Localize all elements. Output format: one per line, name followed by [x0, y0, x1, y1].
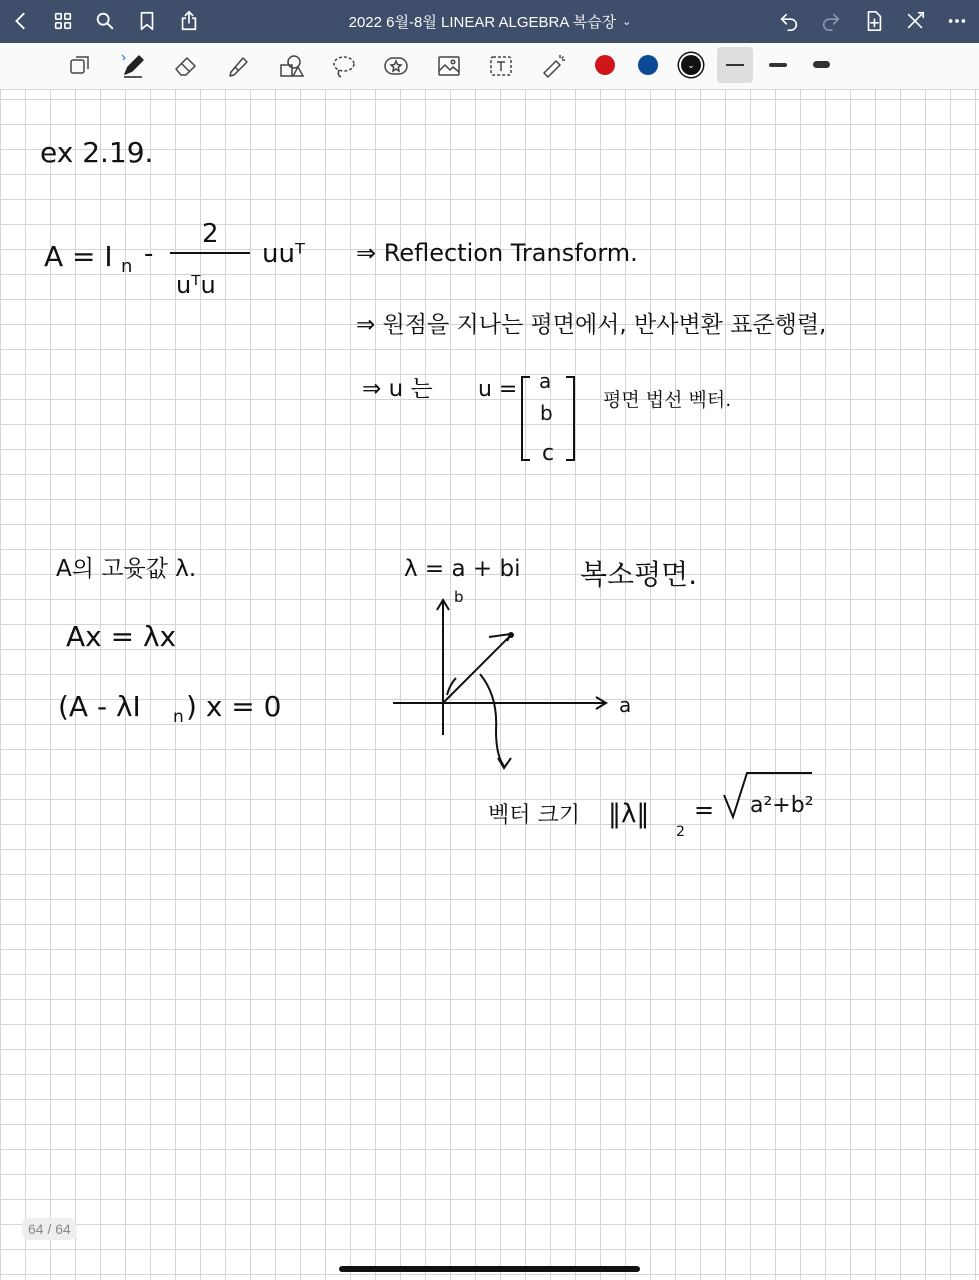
- top-navigation-bar: [0, 0, 979, 43]
- close-tools-icon[interactable]: [902, 8, 928, 34]
- shapes-icon[interactable]: [275, 50, 307, 82]
- page-indicator: 64 / 64: [22, 1218, 77, 1240]
- complex-vector: [443, 635, 511, 703]
- formula-lhs: A = I: [44, 240, 113, 273]
- norm-subscript: 2: [676, 824, 685, 840]
- origin-plane-note: ⇒ 원점을 지나는 평면에서, 반사변환 표준행렬,: [356, 312, 827, 338]
- share-icon[interactable]: [176, 8, 202, 34]
- example-label: ex 2.19.: [40, 136, 154, 169]
- u-is-note: ⇒ u 는: [362, 376, 433, 402]
- read-only-icon[interactable]: [64, 50, 96, 82]
- stroke-medium[interactable]: [760, 47, 796, 83]
- bookmark-icon[interactable]: [134, 8, 160, 34]
- redo-icon[interactable]: [818, 8, 844, 34]
- stroke-thick[interactable]: [803, 47, 839, 83]
- grid-icon[interactable]: [50, 8, 76, 34]
- home-indicator[interactable]: [339, 1266, 640, 1272]
- text-icon[interactable]: [485, 50, 517, 82]
- formula-tail: uuᵀ: [262, 239, 305, 269]
- characteristic-equation: (A - λI: [58, 690, 141, 723]
- lasso-icon[interactable]: [328, 50, 360, 82]
- color-swatch-black-selected[interactable]: [681, 55, 701, 75]
- eigen-equation: Ax = λx: [66, 620, 177, 653]
- pen-icon[interactable]: [117, 50, 149, 82]
- stroke-thin-selected[interactable]: [717, 47, 753, 83]
- characteristic-subscript: n: [173, 707, 184, 727]
- vector-entry-c: c: [542, 441, 555, 466]
- equals-sign: =: [694, 796, 715, 824]
- chevron-down-icon: ⌄: [622, 16, 632, 28]
- square-root-body: a²+b²: [750, 793, 814, 818]
- formula-denominator: uᵀu: [176, 271, 216, 299]
- add-page-icon[interactable]: [861, 8, 887, 34]
- lambda-definition: λ = a + bi: [404, 556, 521, 582]
- note-canvas[interactable]: [0, 90, 979, 1280]
- characteristic-tail: ) x = 0: [186, 690, 282, 723]
- handwriting-layer: [0, 90, 979, 1280]
- sticker-icon[interactable]: [380, 50, 412, 82]
- matrix-right-bracket: [566, 377, 574, 460]
- axis-label-a: a: [619, 693, 632, 717]
- color-swatch-red[interactable]: [595, 55, 615, 75]
- color-swatch-blue[interactable]: [638, 55, 658, 75]
- formula-numerator: 2: [202, 219, 219, 249]
- callout-curve: [480, 674, 504, 766]
- eigenvalue-title: A의 고윳값 λ.: [56, 556, 197, 582]
- document-title-menu[interactable]: [330, 0, 650, 43]
- eraser-icon[interactable]: [170, 50, 202, 82]
- complex-plane-title: 복소평면.: [580, 558, 698, 591]
- reflection-note: ⇒ Reflection Transform.: [356, 239, 638, 267]
- undo-icon[interactable]: [776, 8, 802, 34]
- normal-vector-note: 평면 법선 벡터.: [603, 389, 732, 411]
- more-icon[interactable]: [944, 8, 970, 34]
- u-equals: u =: [478, 377, 518, 402]
- norm-expression: ‖λ‖: [608, 799, 650, 829]
- callout-arrow: [498, 758, 511, 768]
- complex-point: [508, 632, 514, 638]
- laser-pointer-icon[interactable]: [538, 50, 570, 82]
- search-icon[interactable]: [92, 8, 118, 34]
- vector-entry-b: b: [540, 401, 553, 425]
- highlighter-icon[interactable]: [222, 50, 254, 82]
- formula-subscript: n: [121, 256, 133, 277]
- magnitude-label: 벡터 크기: [488, 803, 581, 828]
- document-title: 2022 6월-8월 LINEAR ALGEBRA 복습장: [348, 14, 617, 31]
- formula-minus: -: [144, 239, 154, 269]
- axis-label-b: b: [454, 588, 464, 606]
- chevron-down-icon: ⌄: [687, 60, 695, 70]
- matrix-left-bracket: [522, 377, 530, 460]
- back-icon[interactable]: [8, 8, 34, 34]
- image-icon[interactable]: [433, 50, 465, 82]
- vector-entry-a: a: [539, 369, 552, 393]
